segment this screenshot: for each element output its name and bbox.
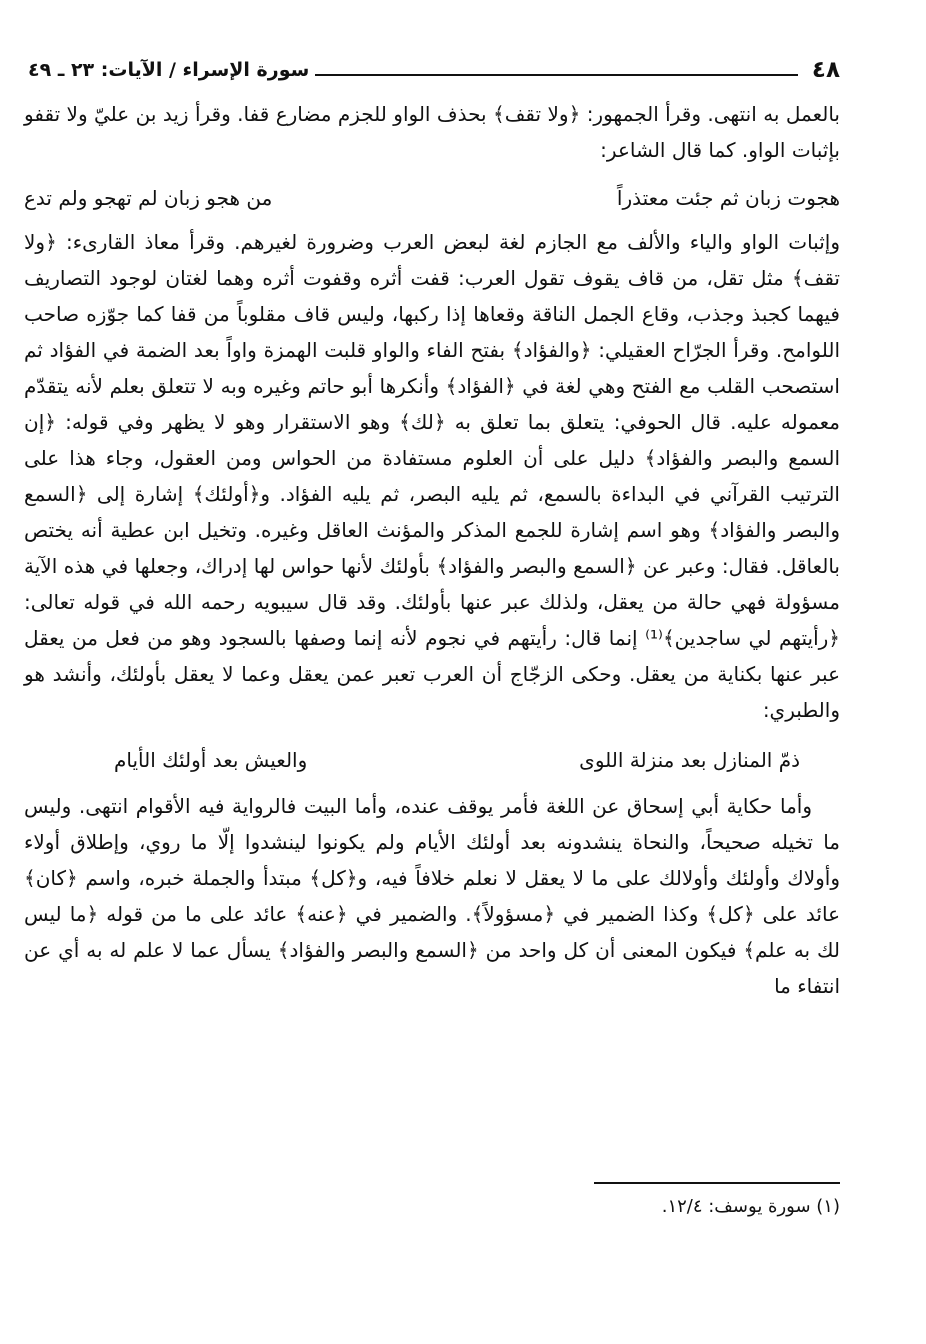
page-header: [28, 42, 840, 86]
footnote: (١) سورة يوسف: ١٢/٤.: [661, 1196, 840, 1217]
verse-second-hemistich: من هجو زبان لم تهجو ولم تدع: [24, 186, 273, 210]
verse-first-hemistich: ذمّ المنازل بعد منزلة اللوى: [579, 748, 800, 772]
poetry-verse: [24, 742, 840, 778]
verse-second-hemistich: والعيش بعد أولئك الأيام: [114, 748, 308, 772]
footnote-rule: [594, 1182, 840, 1184]
paragraph: وأما حكاية أبي إسحاق عن اللغة فأمر يوقف عنده، وأما البيت فالرواية فيه الأقوام انتهى. وليس ما تخيله صحيحاً، والنحاة ينشدونه بعد أولئك الأيام ولم يكونوا لينشدوا إلّا ما روي، وإطلاق أولاء وأولاك وأولئك وأولالك على ما لا يعقل لا نعلم خلافاً فيه، و﴿كل﴾ مبتدأ والجملة خبره، واسم ﴿كان﴾ عائد على ﴿كل﴾ وكذا الضمير في ﴿مسؤولاً﴾. والضمير في ﴿عنه﴾ عائد على ما من قوله ﴿ما ليس لك به علم﴾ فيكون المعنى أن كل واحد من ﴿السمع والبصر والفؤاد﴾ يسأل عما لا علم له به أي عن انتفاء ما: [24, 794, 840, 998]
header-rule: [315, 74, 798, 76]
verse-first-hemistich: هجوت زبان ثم جئت معتذراً: [616, 186, 840, 210]
poetry-verse: [24, 180, 840, 216]
paragraph: بالعمل به انتهى. وقرأ الجمهور: ﴿ولا تقف﴾ بحذف الواو للجزم مضارع قفا. وقرأ زيد بن عليّ ولا تقفو بإثبات الواو. كما قال الشاعر:: [24, 102, 840, 162]
page-number: ٤٨: [811, 57, 840, 83]
body-text: [24, 96, 840, 1004]
paragraph: وإثبات الواو والياء والألف مع الجازم لغة لبعض العرب وضرورة لغيرهم. وقرأ معاذ القارىء: ﴿ولا تقف﴾ مثل تقل، من قاف يقوف تقول العرب: قفت أثره وقفوت أثره وهما لغتان لوجود التصاريف فيهما كجبذ وجذب، وقاع الجمل الناقة وقعاها إذا ركبها، وليس قاف مقلوباً من قفا كما جوّزه صاحب اللوامح. وقرأ الجرّاح العقيلي: ﴿والفؤاد﴾ بفتح الفاء والواو قلبت الهمزة واواً بعد الضمة في الفؤاد ثم استصحب القلب مع الفتح وهي لغة في ﴿الفؤاد﴾ وأنكرها أبو حاتم وغيره وبه لا تتعلق بعلم لأنه يتقدّم معموله عليه. قال الحوفي: يتعلق بما تعلق به ﴿لك﴾ وهو الاستقرار وهو لا يظهر وفي قوله: ﴿إن السمع والبصر والفؤاد﴾ دليل على أن العلوم مستفادة من الحواس ومن العقول، وجاء هذا على الترتيب القرآني في البداءة بالسمع، ثم يليه البصر، ثم يليه الفؤاد. و﴿أولئك﴾ إشارة إلى ﴿السمع والبصر والفؤاد﴾ وهو اسم إشارة للجمع المذكر والمؤنث العاقل وغيره. وتخيل ابن عطية أنه يختص بالعاقل. فقال: وعبر عن ﴿السمع والبصر والفؤاد﴾ بأولئك لأنها حواس لها إدراك، وجعلها في هذه الآية مسؤولة فهي حالة من يعقل، ولذلك عبر عنها بأولئك. وقد قال سيبويه رحمه الله في قوله تعالى: ﴿رأيتهم لي ساجدين﴾⁽¹⁾ إنما قال: رأيتهم في نجوم لأنه إنما وصفها بالسجود وهو من فعل من يعقل عبر عنها بكناية من يعقل. وحكى الزجّاج أن العرب تعبر عمن يعقل وعما لا يعقل بأولئك، وأنشد هو والطبري:: [24, 230, 841, 722]
running-title: سورة الإسراء / الآيات: ٢٣ ـ ٤٩: [28, 59, 310, 81]
